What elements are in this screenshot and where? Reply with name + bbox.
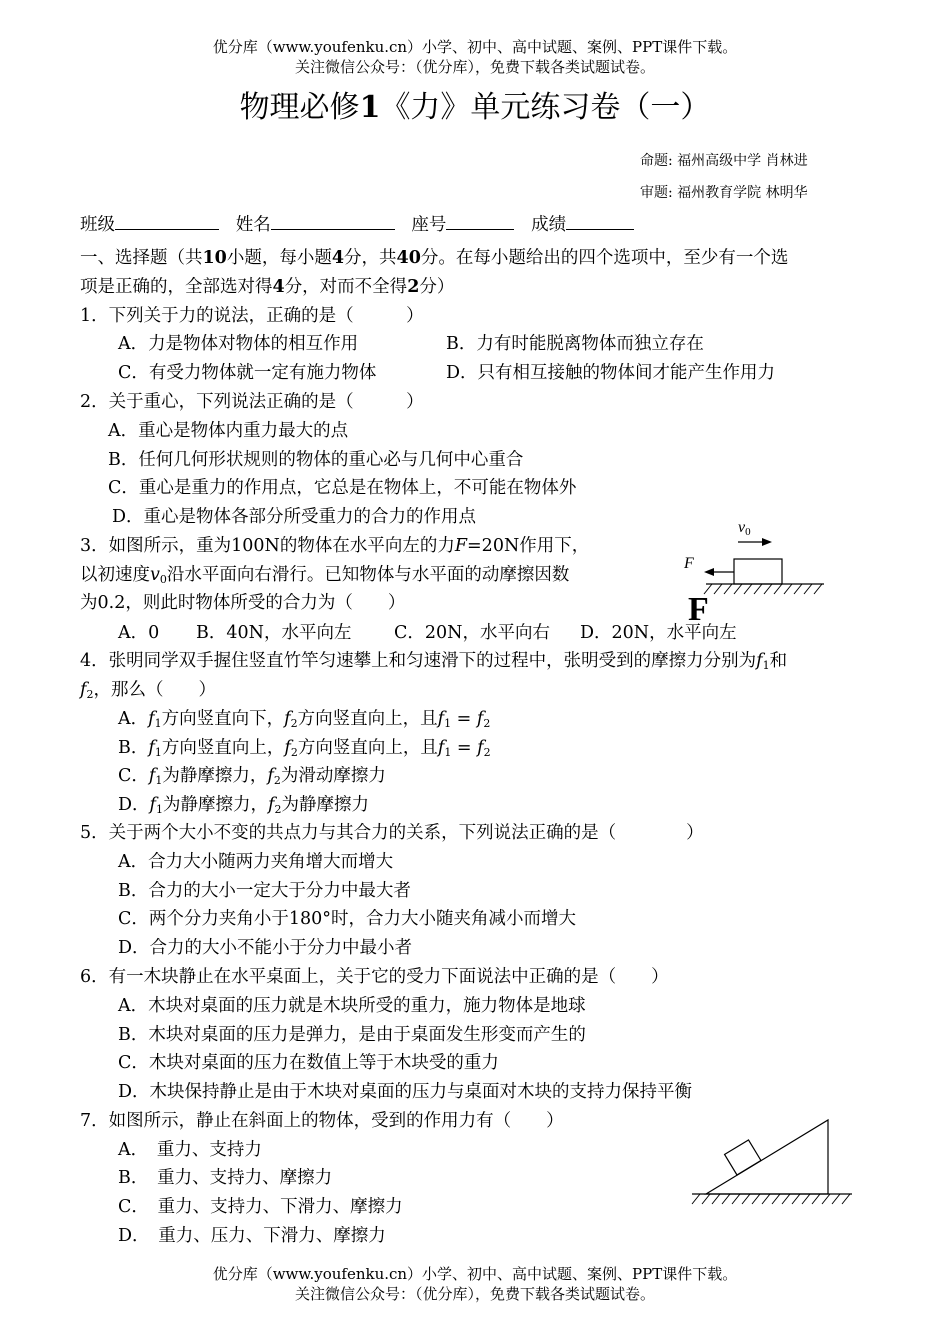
- seat-label: 座号: [411, 215, 447, 235]
- q7-option-c[interactable]: C． 重力、支持力、下滑力、摩擦力: [118, 1197, 403, 1217]
- incline-triangle: [706, 1120, 828, 1194]
- student-info-row: [80, 213, 634, 236]
- section-intro-1: 一、选择题（共10小题，每小题4分，共40分。在每小题给出的四个选项中，至少有一个选: [80, 248, 789, 268]
- q7-stem: 7．如图所示，静止在斜面上的物体，受到的作用力有（ ）: [80, 1111, 564, 1131]
- footer-line-1: 优分库（www.youfenku.cn）小学、初中、高中试题、案例、PPT课件下载。: [212, 1265, 738, 1283]
- class-blank[interactable]: [115, 213, 219, 230]
- q2-option-b[interactable]: B．任何几何形状规则的物体的重心必与几何中心重合: [108, 450, 524, 470]
- q1-option-c[interactable]: C．有受力物体就一定有施力物体: [118, 363, 377, 383]
- q6-option-c[interactable]: C．木块对桌面的压力在数值上等于木块受的重力: [118, 1053, 499, 1073]
- force-arrow-head: [704, 568, 714, 576]
- q6-option-a[interactable]: A．木块对桌面的压力就是木块所受的重力，施力物体是地球: [118, 996, 586, 1016]
- name-label: 姓名: [235, 215, 271, 235]
- score-label: 成绩: [531, 215, 567, 235]
- page-title: 物理必修1《力》单元练习卷（一）: [239, 90, 711, 125]
- header-line-2: 关注微信公众号：（优分库），免费下载各类试题试卷。: [294, 58, 655, 76]
- figure-big-f-label: F: [688, 591, 709, 628]
- q1-option-d[interactable]: D．只有相互接触的物体间才能产生作用力: [446, 363, 776, 383]
- figure-force-label: F: [684, 555, 694, 572]
- q4-option-b[interactable]: B．$f_1$方向竖直向上，$f_2$方向竖直向上，且$f_1 = f_2$: [118, 738, 491, 759]
- q6-stem: 6．有一木块静止在水平桌面上，关于它的受力下面说法中正确的是（ ）: [80, 967, 669, 987]
- score-blank[interactable]: [566, 213, 634, 230]
- velocity-arrow-head: [762, 538, 772, 546]
- q1-stem: 1．下列关于力的说法，正确的是（ ）: [80, 306, 424, 326]
- q5-option-c[interactable]: C．两个分力夹角小于180°时，合力大小随夹角减小而增大: [118, 909, 577, 929]
- q6-option-d[interactable]: D．木块保持静止是由于木块对桌面的压力与桌面对木块的支持力保持平衡: [118, 1082, 693, 1102]
- q3-stem-line-3: 为0.2，则此时物体所受的合力为（ ）: [80, 593, 406, 613]
- class-label: 班级: [80, 215, 115, 235]
- incline-block: [725, 1140, 761, 1175]
- name-blank[interactable]: [271, 213, 395, 230]
- q4-stem-line-1: 4．张明同学双手握住竖直竹竿匀速攀上和匀速滑下的过程中，张明受到的摩擦力分别为$f_1$和: [80, 651, 788, 672]
- q2-stem: 2．关于重心，下列说法正确的是（ ）: [80, 392, 424, 412]
- q4-stem-line-2: $f_2$，那么（ ）: [80, 680, 216, 701]
- q5-option-d[interactable]: D．合力的大小不能小于分力中最小者: [118, 938, 413, 958]
- q2-option-a[interactable]: A．重心是物体内重力最大的点: [108, 421, 349, 441]
- q7-option-a[interactable]: A． 重力、支持力: [118, 1140, 262, 1160]
- seat-blank[interactable]: [446, 213, 514, 230]
- q3-option-d[interactable]: D．20N，水平向左: [580, 623, 737, 643]
- q2-option-c[interactable]: C．重心是重力的作用点，它总是在物体上，不可能在物体外: [108, 478, 577, 498]
- q1-option-a[interactable]: A．力是物体对物体的相互作用: [118, 334, 359, 354]
- q3-option-b[interactable]: B．40N，水平向左: [196, 623, 352, 643]
- q3-option-a[interactable]: A．0: [118, 623, 160, 643]
- footer-line-2: 关注微信公众号：（优分库），免费下载各类试题试卷。: [294, 1285, 655, 1303]
- q7-option-b[interactable]: B． 重力、支持力、摩擦力: [118, 1168, 333, 1188]
- section-intro-2: 项是正确的，全部选对得4分，对而不全得2分）: [80, 277, 455, 297]
- q4-option-a[interactable]: A．$f_1$方向竖直向下，$f_2$方向竖直向上，且$f_1 = f_2$: [118, 709, 491, 730]
- q3-stem-line-1: 3．如图所示，重为100N的物体在水平向左的力F=20N作用下，: [80, 536, 590, 556]
- q5-option-a[interactable]: A．合力大小随两力夹角增大而增大: [118, 852, 394, 872]
- q6-option-b[interactable]: B．木块对桌面的压力是弹力，是由于桌面发生形变而产生的: [118, 1025, 586, 1045]
- proposer-line: 命题: 福州高级中学 肖林进: [640, 153, 808, 169]
- q5-stem: 5．关于两个大小不变的共点力与其合力的关系，下列说法正确的是（ ）: [80, 823, 704, 843]
- figure-v0-label: v0: [738, 519, 751, 538]
- q3-option-c[interactable]: C．20N，水平向右: [394, 623, 550, 643]
- incline-ground-hatch: [692, 1194, 850, 1204]
- q7-option-d[interactable]: D． 重力、压力、下滑力、摩擦力: [118, 1226, 386, 1246]
- ground-hatch: [704, 584, 822, 594]
- q5-option-b[interactable]: B．合力的大小一定大于分力中最大者: [118, 881, 411, 901]
- q4-option-c[interactable]: C．$f_1$为静摩擦力，$f_2$为滑动摩擦力: [118, 766, 386, 787]
- q1-option-b[interactable]: B．力有时能脱离物体而独立存在: [446, 334, 704, 354]
- q3-stem-line-2: 以初速度$v_0$沿水平面向右滑行。已知物体与水平面的动摩擦因数: [80, 565, 570, 586]
- reviewer-line: 审题: 福州教育学院 林明华: [640, 185, 808, 201]
- q2-option-d[interactable]: D．重心是物体各部分所受重力的合力的作用点: [112, 507, 477, 527]
- sliding-block: [734, 559, 782, 584]
- q4-option-d[interactable]: D．$f_1$为静摩擦力，$f_2$为静摩擦力: [118, 795, 369, 816]
- q3-block-figure: [676, 512, 836, 632]
- header-line-1: 优分库（www.youfenku.cn）小学、初中、高中试题、案例、PPT课件下载。: [212, 38, 738, 56]
- q7-incline-figure: [690, 1114, 860, 1212]
